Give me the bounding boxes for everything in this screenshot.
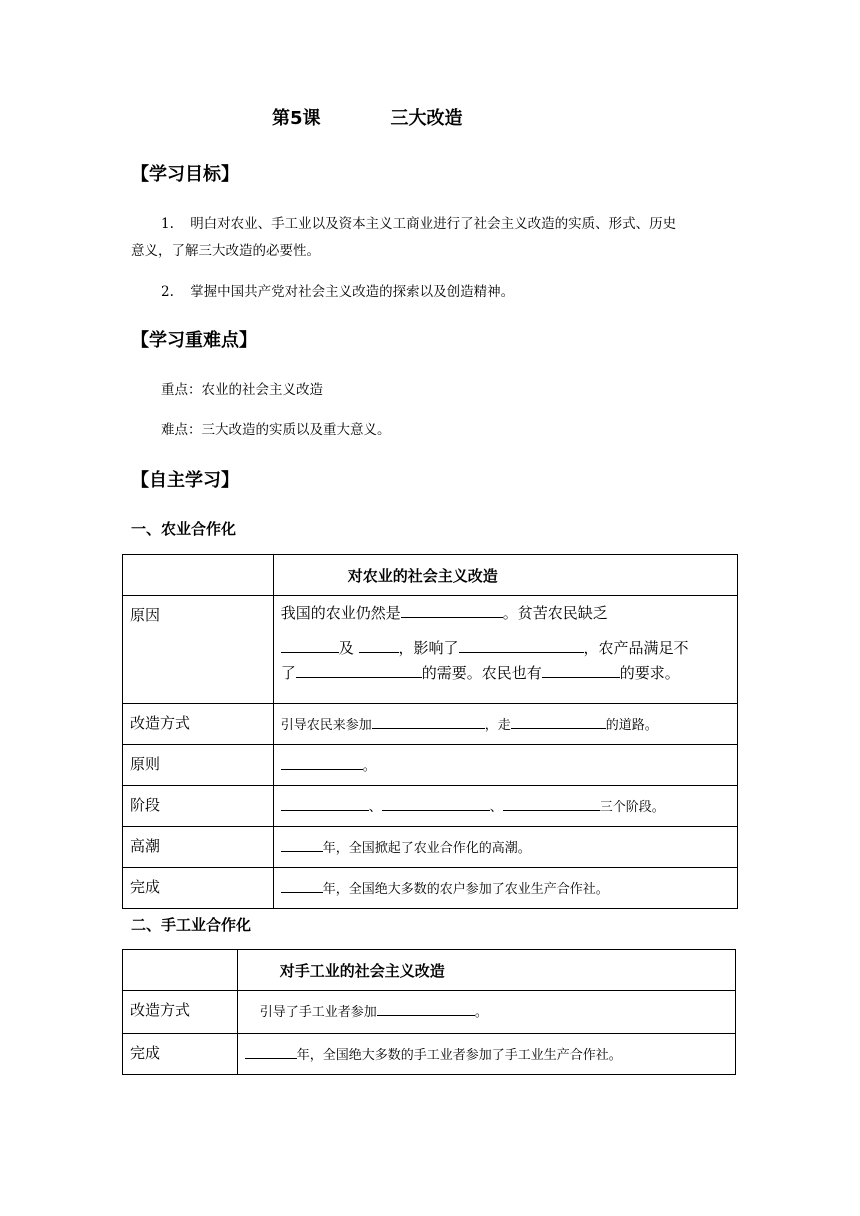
section1-title: 一、农业合作化 [131,520,237,538]
row-content: 年，全国掀起了农业合作化的高潮。 [273,827,737,868]
table-row-principle [123,745,738,786]
fill-blank[interactable] [296,664,422,678]
row-label: 原因 [123,596,274,704]
row-content: 引导了手工业者参加 。 [237,991,735,1034]
fill-blank[interactable] [372,715,485,729]
fill-blank[interactable] [281,797,369,811]
objectives-heading: 【学习目标】 [131,164,239,185]
table-header-title: 对农业的社会主义改造 [273,555,737,596]
lesson-title [272,104,463,130]
row-label: 高潮 [123,827,274,868]
objective-item-1 [161,212,676,232]
fill-blank[interactable] [281,639,339,653]
table-row-method [123,704,738,745]
lesson-number: 第5课 [272,108,321,129]
table-header-empty [123,555,274,596]
key-point: 重点：农业的社会主义改造 [161,382,323,398]
table-header-row [123,555,738,596]
fill-blank[interactable] [377,1002,475,1016]
objective-item-1-cont: 意义，了解三大改造的必要性。 [131,243,320,259]
row-label: 改造方式 [123,704,274,745]
fill-blank[interactable] [459,639,584,653]
fill-blank[interactable] [382,797,490,811]
fill-blank[interactable] [511,715,606,729]
fill-blank[interactable] [281,838,323,852]
row-content: 。 [273,745,737,786]
handicraft-table [122,949,736,1075]
table-row-stages [123,786,738,827]
table-row-complete [123,1034,736,1075]
lesson-name: 三大改造 [390,108,463,129]
objective-text: 明白对农业、手工业以及资本主义工商业进行了社会主义改造的实质、形式、历史 [190,216,677,232]
fill-blank[interactable] [281,879,323,893]
table-row-climax [123,827,738,868]
table-row-method [123,991,736,1034]
fill-blank[interactable] [281,756,363,770]
self-study-heading: 【自主学习】 [131,470,239,491]
keypoints-heading: 【学习重难点】 [131,330,257,351]
fill-blank[interactable] [503,797,600,811]
table-header-row [123,950,736,991]
row-content: 年，全国绝大多数的手工业者参加了手工业生产合作社。 [237,1034,735,1075]
row-content: 我国的农业仍然是 。贫苦农民缺乏 及 ，影响了 ，农产品满足不 了 的需要。农民也有 的要求。 [273,596,737,704]
table-row-reason [123,596,738,704]
table-header-empty [123,950,238,991]
row-label: 完成 [123,868,274,909]
row-label: 原则 [123,745,274,786]
fill-blank[interactable] [542,664,620,678]
fill-blank[interactable] [245,1045,297,1059]
objective-item-2 [161,280,514,300]
difficult-point: 难点：三大改造的实质以及重大意义。 [161,422,391,438]
fill-blank[interactable] [401,604,503,618]
objective-text: 掌握中国共产党对社会主义改造的探索以及创造精神。 [190,284,515,300]
table-row-complete [123,868,738,909]
table-header-title: 对手工业的社会主义改造 [237,950,735,991]
agriculture-table [122,554,738,909]
row-label: 改造方式 [123,991,238,1034]
row-content: 引导农民来参加 ，走 的道路。 [273,704,737,745]
section2-title: 二、手工业合作化 [131,916,252,934]
objective-number: 1. [161,216,174,232]
row-content: 、 、 三个阶段。 [273,786,737,827]
fill-blank[interactable] [359,639,399,653]
row-label: 完成 [123,1034,238,1075]
objective-number: 2. [161,284,174,300]
row-label: 阶段 [123,786,274,827]
row-content: 年，全国绝大多数的农户参加了农业生产合作社。 [273,868,737,909]
